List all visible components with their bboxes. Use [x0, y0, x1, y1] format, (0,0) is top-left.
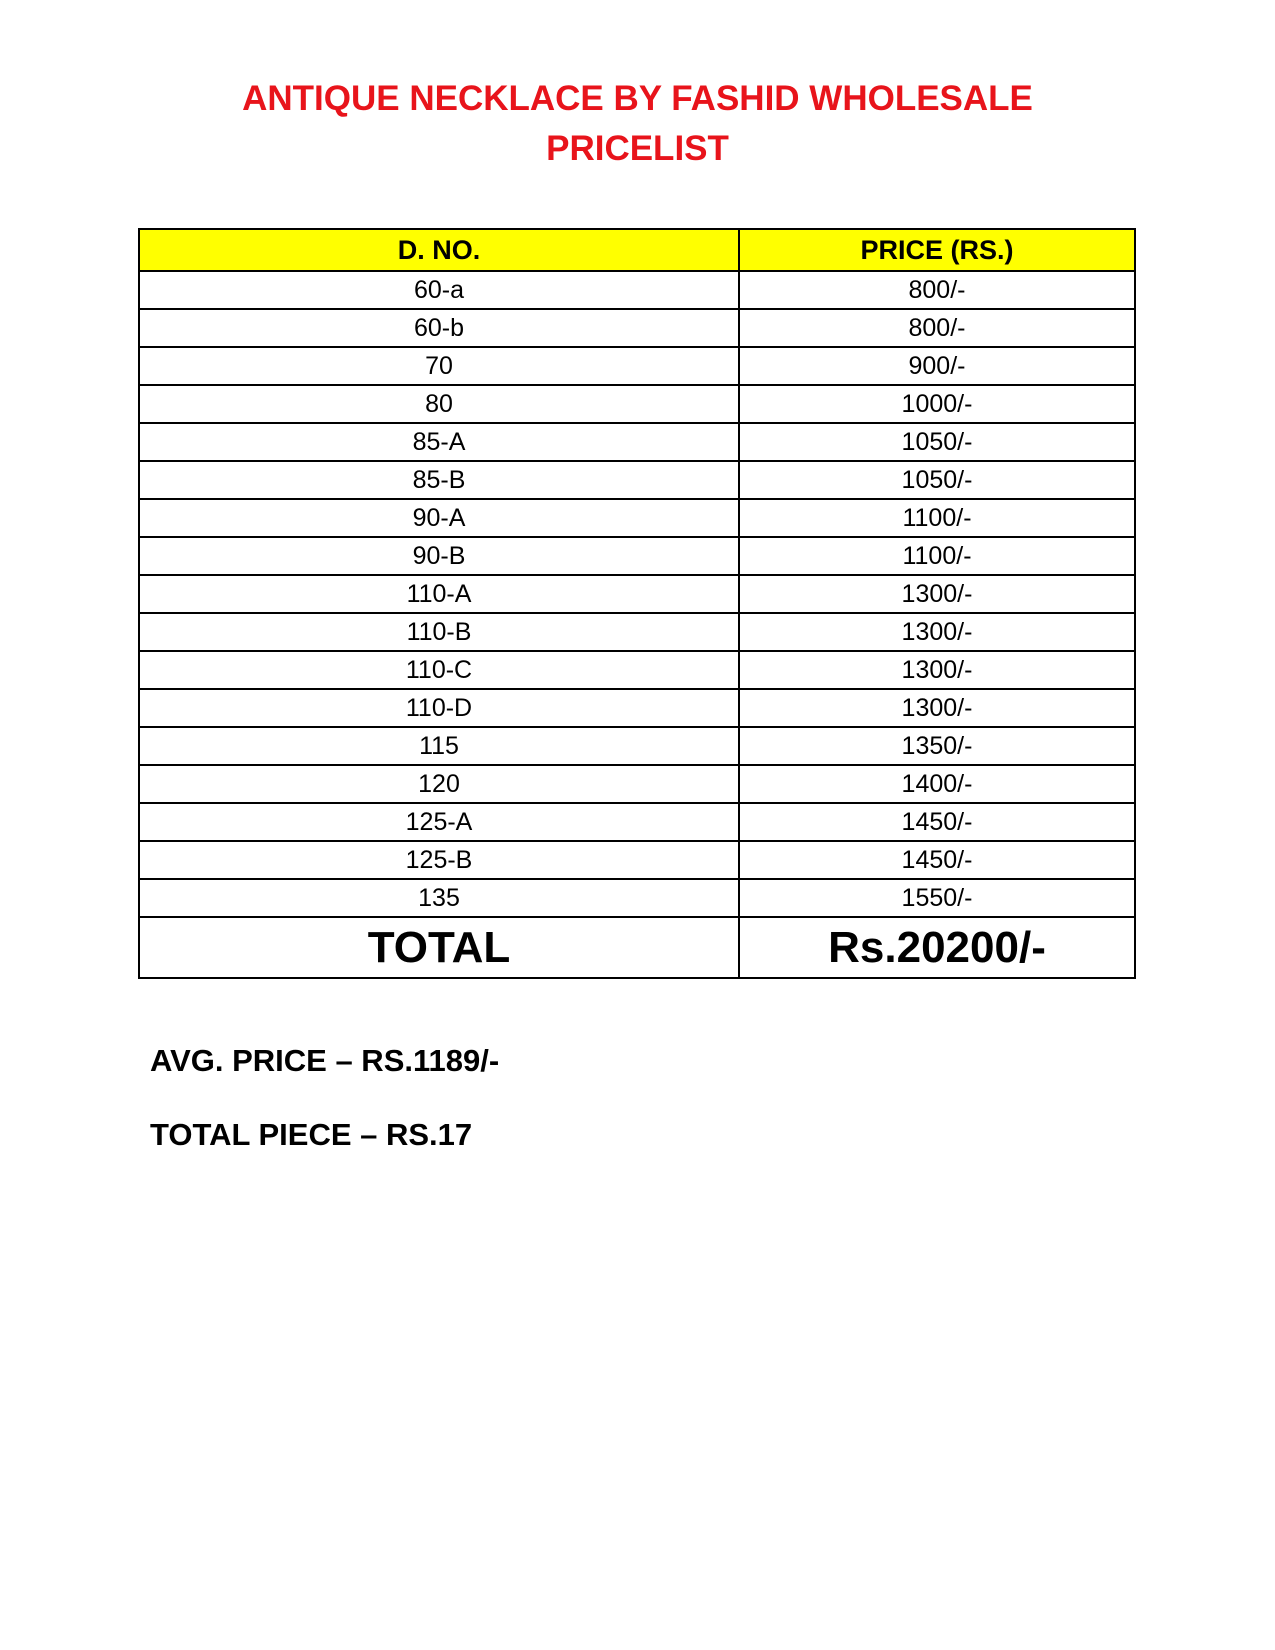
table-row [139, 613, 1135, 651]
total-label: TOTAL [139, 917, 739, 978]
total-row [139, 917, 1135, 978]
average-price-text: AVG. PRICE – RS.1189/- [150, 1043, 500, 1078]
price-cell: 1100/- [739, 499, 1135, 537]
table-row [139, 537, 1135, 575]
price-cell: 1000/- [739, 385, 1135, 423]
price-cell: 1550/- [739, 879, 1135, 917]
price-table [138, 228, 1136, 979]
price-cell: 1050/- [739, 461, 1135, 499]
design-number-cell: 125-B [139, 841, 739, 879]
design-number-cell: 85-B [139, 461, 739, 499]
document-subtitle: PRICELIST [546, 129, 729, 168]
design-number-cell: 70 [139, 347, 739, 385]
design-number-cell: 115 [139, 727, 739, 765]
price-cell: 1300/- [739, 689, 1135, 727]
design-number-cell: 135 [139, 879, 739, 917]
price-cell: 800/- [739, 271, 1135, 309]
design-number-cell: 90-B [139, 537, 739, 575]
design-number-cell: 60-b [139, 309, 739, 347]
price-cell: 900/- [739, 347, 1135, 385]
price-cell: 1450/- [739, 803, 1135, 841]
price-cell: 1450/- [739, 841, 1135, 879]
design-number-cell: 60-a [139, 271, 739, 309]
table-header-row [139, 229, 1135, 271]
price-cell: 1300/- [739, 651, 1135, 689]
table-row [139, 803, 1135, 841]
price-cell: 1050/- [739, 423, 1135, 461]
table-row [139, 689, 1135, 727]
table-row [139, 879, 1135, 917]
price-cell: 1300/- [739, 613, 1135, 651]
table-row [139, 575, 1135, 613]
table-row [139, 385, 1135, 423]
design-number-cell: 110-C [139, 651, 739, 689]
table-row [139, 841, 1135, 879]
price-cell: 800/- [739, 309, 1135, 347]
table-row [139, 423, 1135, 461]
design-number-cell: 110-A [139, 575, 739, 613]
table-row [139, 499, 1135, 537]
design-number-cell: 120 [139, 765, 739, 803]
document-title: ANTIQUE NECKLACE BY FASHID WHOLESALE [242, 79, 1033, 118]
total-value: Rs.20200/- [739, 917, 1135, 978]
design-number-cell: 110-B [139, 613, 739, 651]
price-cell: 1400/- [739, 765, 1135, 803]
header-price: PRICE (RS.) [739, 229, 1135, 271]
design-number-cell: 85-A [139, 423, 739, 461]
price-cell: 1100/- [739, 537, 1135, 575]
total-piece-text: TOTAL PIECE – RS.17 [150, 1117, 473, 1152]
table-row [139, 461, 1135, 499]
design-number-cell: 110-D [139, 689, 739, 727]
price-cell: 1350/- [739, 727, 1135, 765]
design-number-cell: 90-A [139, 499, 739, 537]
price-cell: 1300/- [739, 575, 1135, 613]
table-row [139, 271, 1135, 309]
table-row [139, 347, 1135, 385]
table-row [139, 727, 1135, 765]
table-row [139, 651, 1135, 689]
header-design-number: D. NO. [139, 229, 739, 271]
table-row [139, 765, 1135, 803]
design-number-cell: 80 [139, 385, 739, 423]
table-row [139, 309, 1135, 347]
design-number-cell: 125-A [139, 803, 739, 841]
